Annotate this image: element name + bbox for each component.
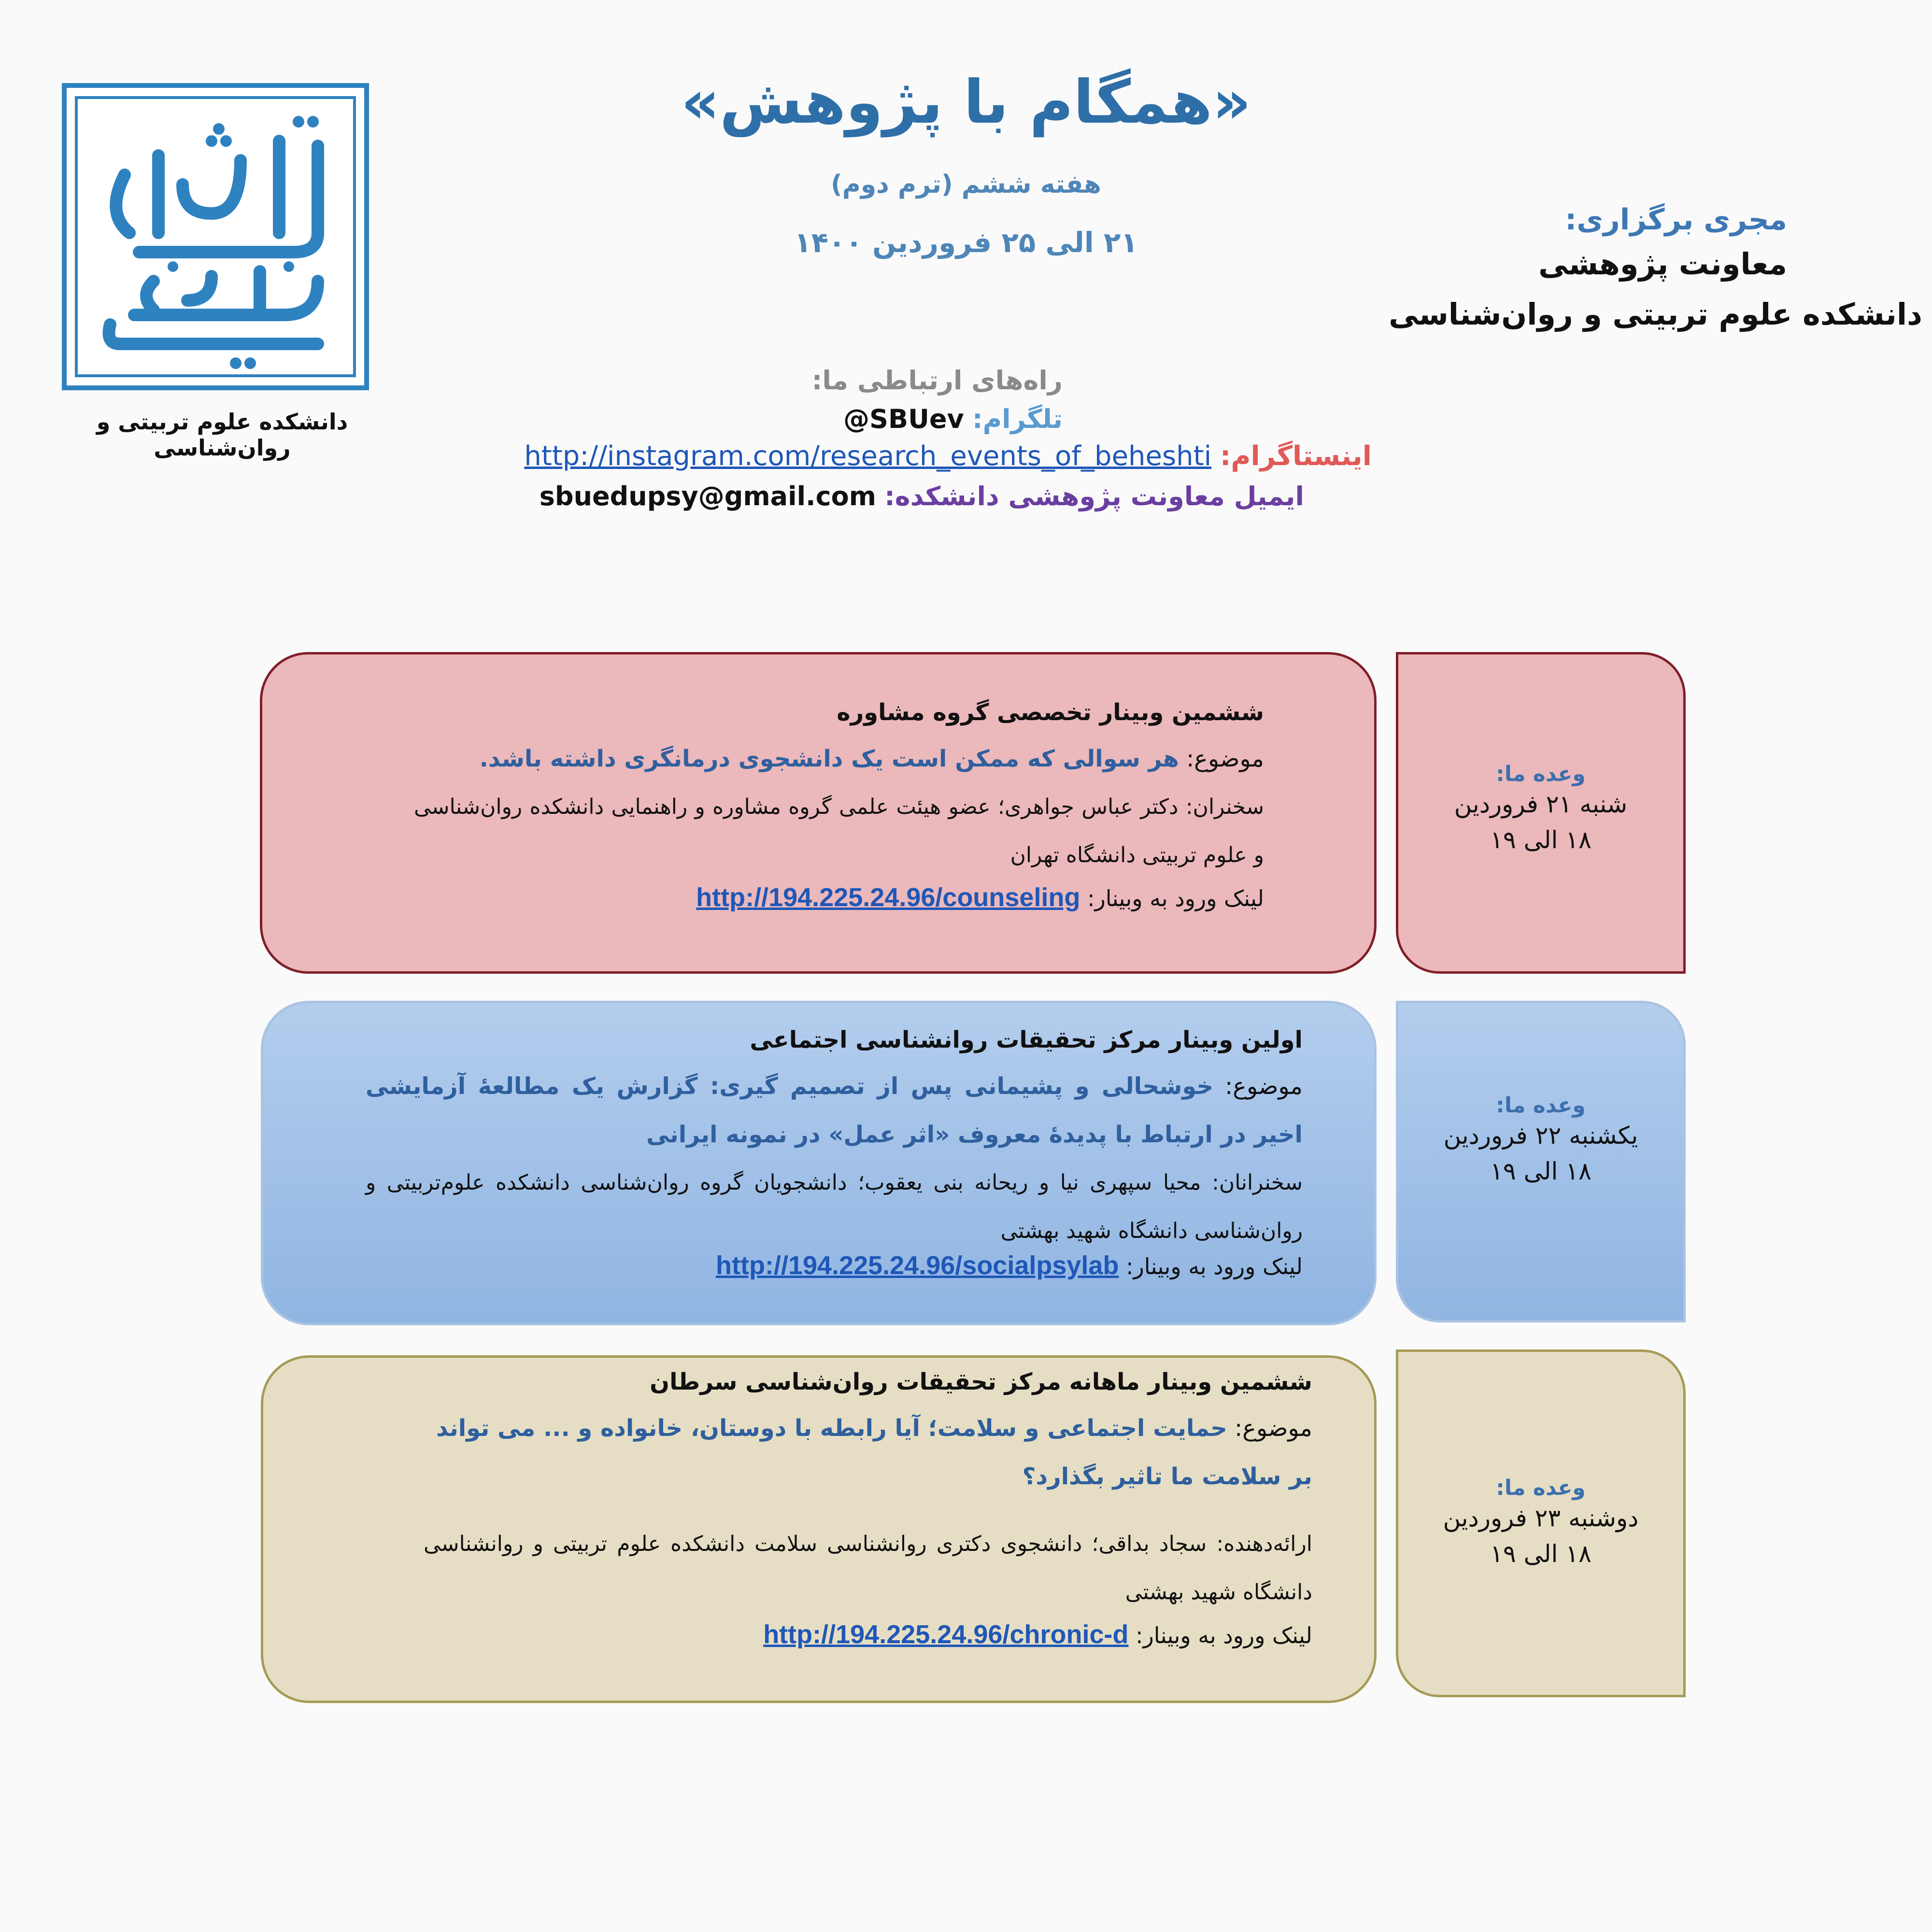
week-subtitle: هفته ششم (ترم دوم) [830, 170, 1101, 199]
email-address[interactable]: sbuedupsy@gmail.com [539, 481, 877, 511]
instagram-label: اینستاگرام: [1220, 440, 1372, 472]
event-1-link[interactable]: http://194.225.24.96/counseling [696, 883, 1080, 912]
event-1-date-label: وعده ما: [1496, 762, 1586, 786]
event-1-content [414, 699, 1264, 912]
event-2-date-label: وعده ما: [1496, 1093, 1586, 1118]
event-2-date-card [1396, 1001, 1686, 1322]
event-1-day: شنبه ۲۱ فروردین [1454, 790, 1628, 818]
telegram-label: تلگرام: [972, 404, 1063, 434]
organizer-line1: معاونت پژوهشی [1538, 246, 1787, 282]
event-3-topic [424, 1404, 1312, 1501]
page-title: «همگام با پژوهش» [681, 68, 1251, 137]
organizer-label: مجری برگزاری: [1565, 203, 1787, 237]
date-range: ۲۱ الی ۲۵ فروردین ۱۴۰۰ [794, 226, 1138, 259]
event-card-3 [261, 1355, 1377, 1703]
email-label: ایمیل معاونت پژوهشی دانشکده: [884, 481, 1304, 511]
event-2-date [1398, 1093, 1683, 1189]
event-3-topic-label: موضوع: [1235, 1415, 1312, 1442]
logo-calligraphy-icon [67, 88, 364, 385]
event-3-link-row [424, 1619, 1312, 1649]
event-2-link-row [366, 1250, 1303, 1280]
event-2-link-label: لینک ورود به وبینار: [1126, 1253, 1303, 1279]
event-3-time: ۱۸ الی ۱۹ [1490, 1540, 1592, 1568]
event-3-speaker: ارائه‌دهنده: سجاد بداقی؛ دانشجوی دکتری روانشناسی سلامت دانشکده علوم تربیتی و روانشناسی دانشگاه شهید بهشتی [424, 1532, 1312, 1605]
telegram-row [531, 404, 1063, 434]
event-2-link[interactable]: http://194.225.24.96/socialpsylab [716, 1251, 1119, 1280]
event-2-day: یکشنبه ۲۲ فروردین [1443, 1122, 1638, 1150]
event-2-topic-label: موضوع: [1225, 1073, 1303, 1100]
event-2-speaker: سخنرانان: محیا سپهری نیا و ریحانه بنی یعقوب؛ دانشجویان گروه روان‌شناسی دانشکده علوم‌تربیتی و روان‌شناسی دانشگاه شهید بهشتی [366, 1170, 1303, 1243]
event-3-link-label: لینک ورود به وبینار: [1136, 1622, 1312, 1648]
logo-caption: دانشکده علوم تربیتی و روان‌شناسی [96, 409, 348, 461]
event-card-1 [260, 652, 1377, 974]
event-3-date-label: وعده ما: [1496, 1476, 1586, 1500]
event-3-link[interactable]: http://194.225.24.96/chronic-d [763, 1620, 1129, 1649]
event-2-topic-text: خوشحالی و پشیمانی پس از تصمیم گیری: گزارش یک مطالعهٔ آزمایشی اخیر در ارتباط با پدیدهٔ معروف «اثر عمل» در نمونه ایرانی [366, 1073, 1303, 1148]
event-3-date-card [1396, 1350, 1686, 1697]
instagram-row [483, 440, 1372, 472]
event-1-topic-text: هر سوالی که ممکن است یک دانشجوی درمانگری داشته باشد. [479, 745, 1179, 772]
event-2-heading: اولین وبینار مرکز تحقیقات روانشناسی اجتماعی [750, 1026, 1303, 1053]
event-3-content [424, 1368, 1312, 1649]
event-3-heading: ششمین وبینار ماهانه مرکز تحقیقات روان‌شناسی سرطان [650, 1368, 1312, 1395]
email-row [531, 481, 1304, 511]
event-1-time: ۱۸ الی ۱۹ [1490, 826, 1592, 854]
event-1-link-row [414, 882, 1264, 912]
event-3-day: دوشنبه ۲۳ فروردین [1443, 1504, 1639, 1532]
event-1-date [1398, 762, 1683, 858]
instagram-link[interactable]: http://instagram.com/research_events_of_beheshti [524, 440, 1212, 472]
event-2-content [366, 1026, 1303, 1280]
event-1-topic [414, 735, 1264, 783]
organizer-line2: دانشکده علوم تربیتی و روان‌شناسی [1389, 297, 1922, 332]
event-1-heading: ششمین وبینار تخصصی گروه مشاوره [837, 699, 1264, 726]
contacts-label: راه‌های ارتباطی ما: [811, 365, 1063, 396]
university-logo [62, 83, 369, 390]
event-2-time: ۱۸ الی ۱۹ [1490, 1157, 1592, 1185]
event-3-date [1398, 1476, 1683, 1572]
event-1-speaker: سخنران: دکتر عباس جواهری؛ عضو هیئت علمی گروه مشاوره و راهنمایی دانشکده روان‌شناسی و علوم تربیتی دانشگاه تهران [414, 795, 1264, 867]
event-2-topic [366, 1062, 1303, 1159]
telegram-handle[interactable]: @SBUev [843, 404, 964, 434]
event-card-2 [261, 1001, 1377, 1325]
event-1-topic-label: موضوع: [1186, 745, 1264, 772]
event-3-topic-text: حمایت اجتماعی و سلامت؛ آیا رابطه با دوستان، خانواده و ... می تواند بر سلامت ما تاثیر بگذارد؟ [436, 1415, 1312, 1490]
event-1-link-label: لینک ورود به وبینار: [1087, 885, 1264, 911]
event-1-date-card [1396, 652, 1686, 974]
